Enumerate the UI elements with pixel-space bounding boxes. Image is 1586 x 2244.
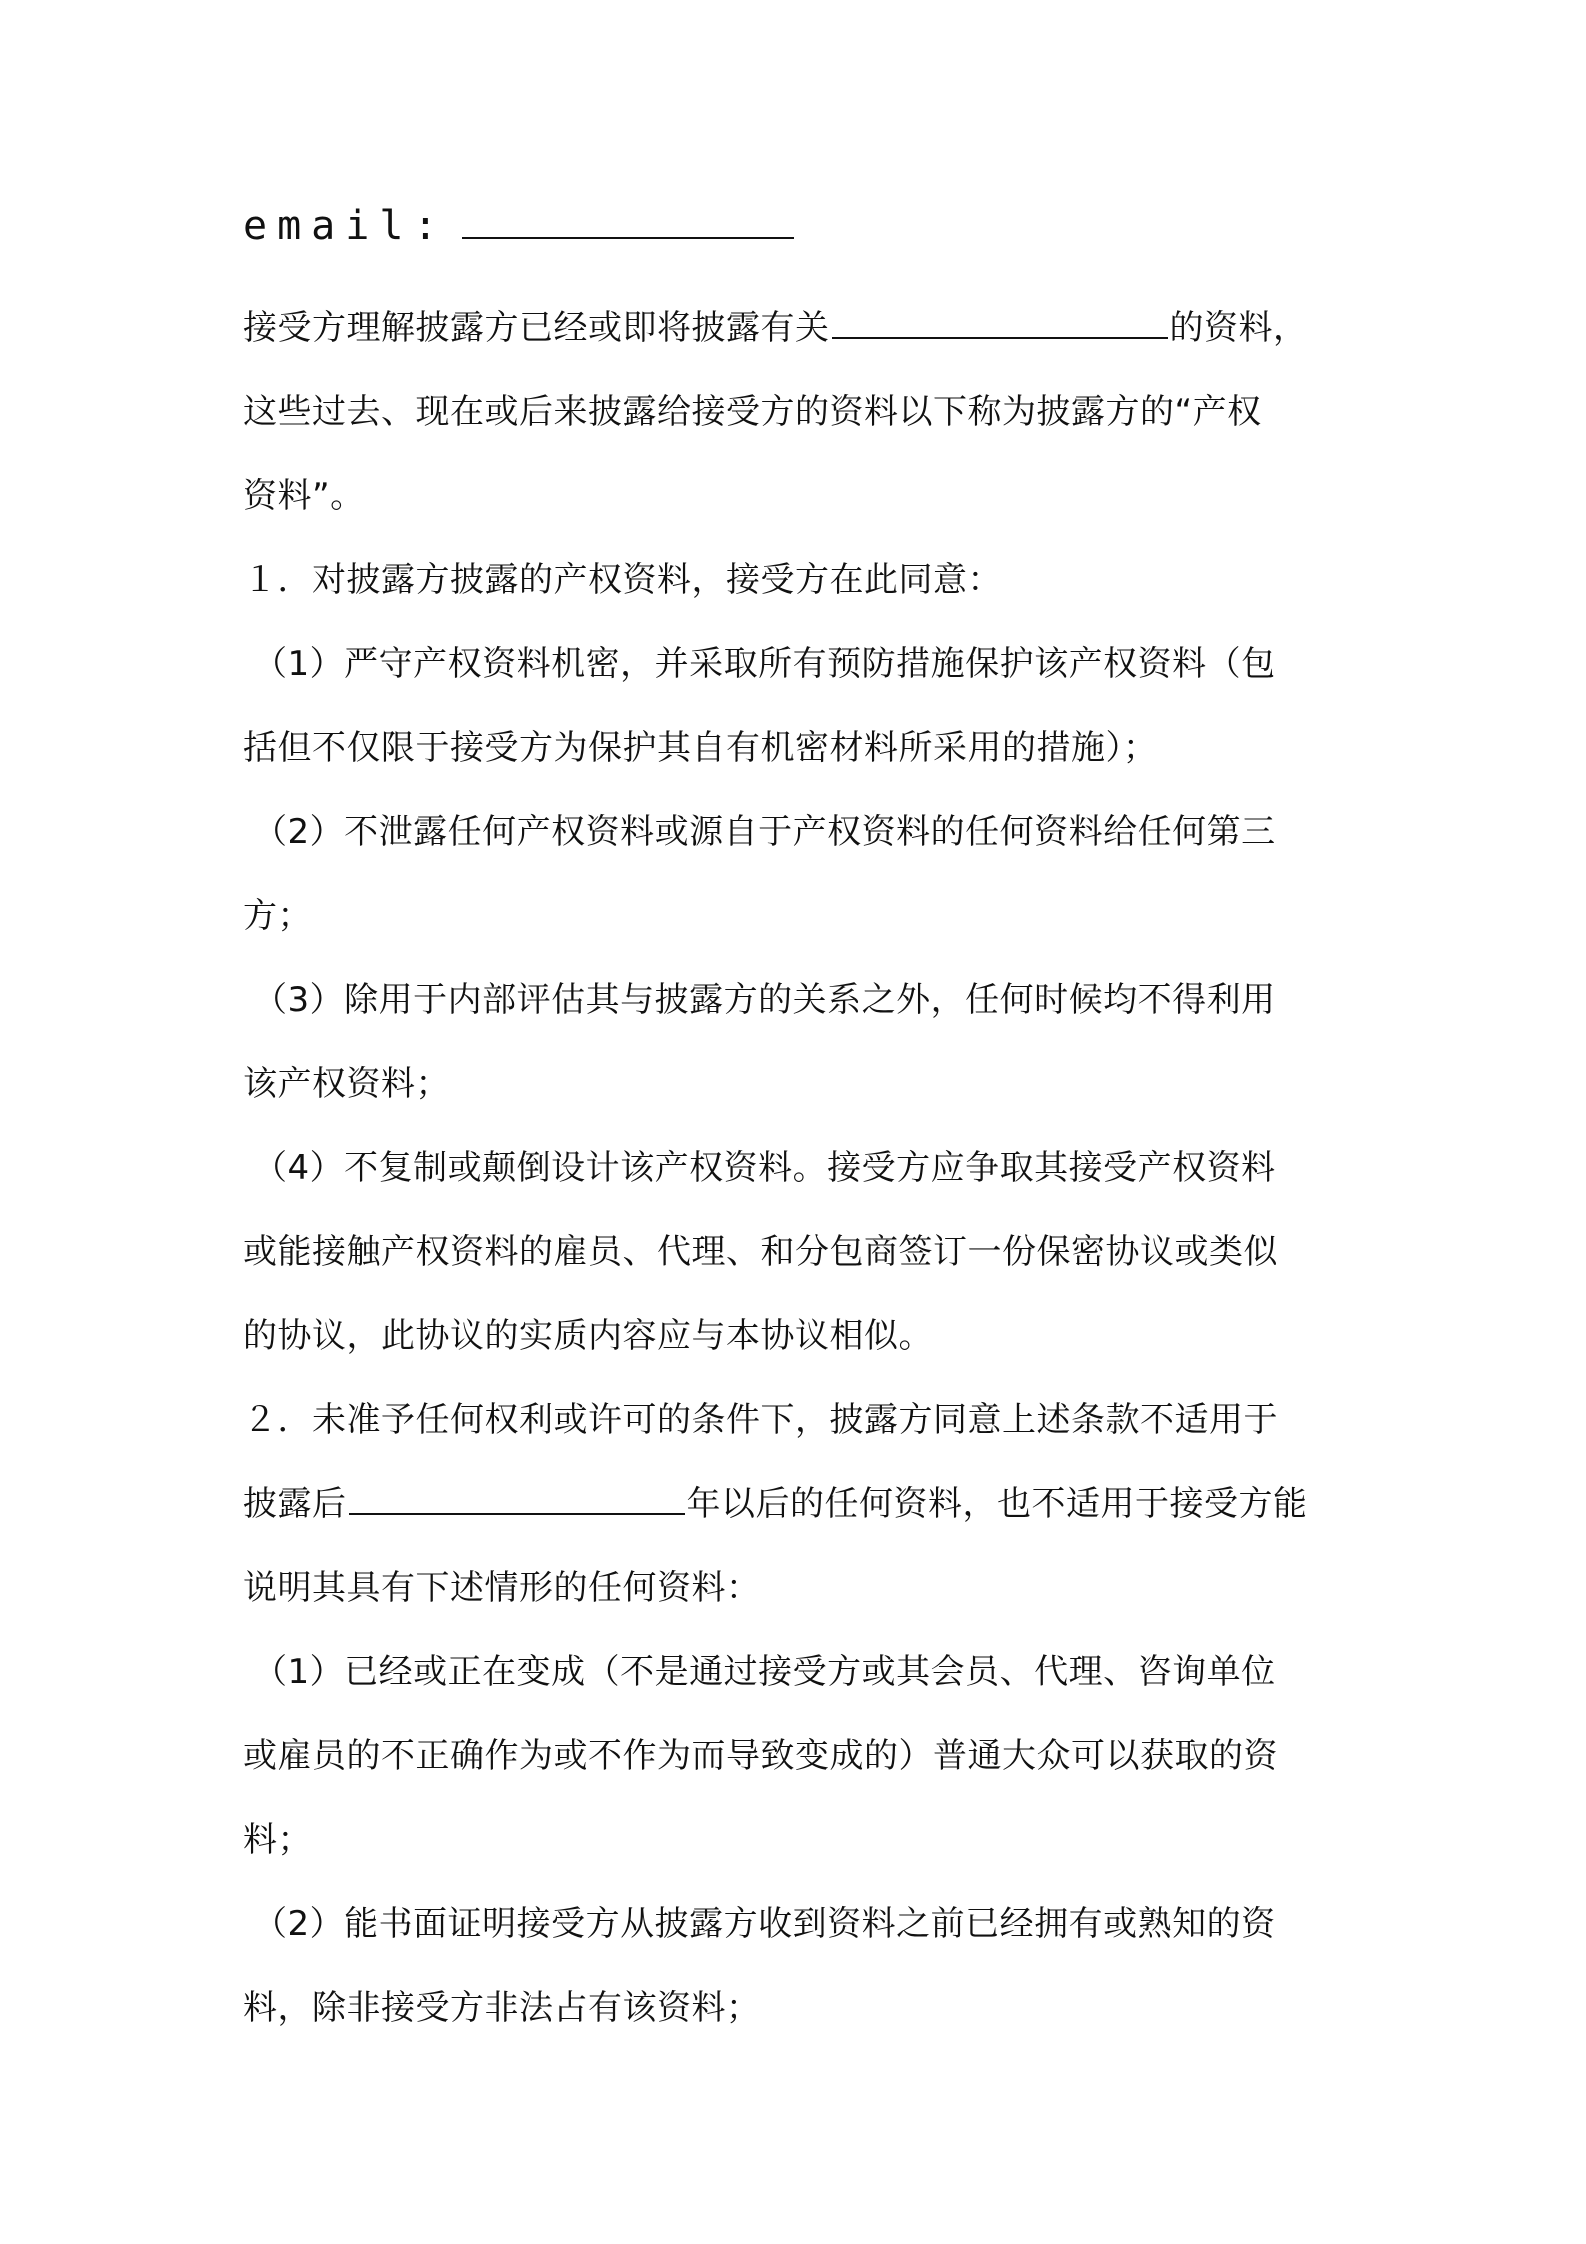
clause-2-item-2-line-1: （2）能书面证明接受方从披露方收到资料之前已经拥有或熟知的资	[253, 1904, 1276, 1944]
intro-line-3: 资料”。	[243, 476, 365, 516]
intro-line-2: 这些过去、现在或后来披露给接受方的资料以下称为披露方的“产权	[243, 392, 1262, 432]
clause-1-item-4-line-3: 的协议，此协议的实质内容应与本协议相似。	[243, 1316, 933, 1356]
clause-1-item-3-line-1: （3）除用于内部评估其与披露方的关系之外，任何时候均不得利用	[253, 980, 1276, 1020]
subject-blank-field	[832, 303, 1168, 339]
years-blank-field	[349, 1479, 685, 1515]
email-label: email:	[243, 203, 448, 249]
intro-text-before-blank: 接受方理解披露方已经或即将披露有关	[243, 308, 830, 348]
clause-2-line-3: 说明其具有下述情形的任何资料：	[243, 1568, 761, 1608]
email-blank-field	[462, 199, 794, 239]
clause-2-item-1-line-2: 或雇员的不正确作为或不作为而导致变成的）普通大众可以获取的资	[243, 1736, 1278, 1776]
clause-1-item-1-line-2: 括但不仅限于接受方为保护其自有机密材料所采用的措施）；	[243, 728, 1158, 768]
intro-text-after-blank: 的资料，	[1169, 308, 1308, 348]
clause-1-heading: １．对披露方披露的产权资料，接受方在此同意：	[243, 560, 1002, 600]
clause-2-line-2	[243, 1462, 1363, 1546]
clause-1-item-2-line-1: （2）不泄露任何产权资料或源自于产权资料的任何资料给任何第三	[253, 812, 1276, 852]
clause-2-item-1-line-3: 料；	[243, 1820, 312, 1860]
clause-2-item-2-line-2: 料，除非接受方非法占有该资料；	[243, 1988, 761, 2028]
email-line	[243, 196, 1363, 286]
clause-2-item-1-line-1: （1）已经或正在变成（不是通过接受方或其会员、代理、咨询单位	[253, 1652, 1276, 1692]
clause-1-item-2-line-2: 方；	[243, 896, 312, 936]
clause-1-item-4-line-1: （4）不复制或颠倒设计该产权资料。接受方应争取其接受产权资料	[253, 1148, 1276, 1188]
intro-line-1	[243, 286, 1363, 370]
clause-1-item-1-line-1: （1）严守产权资料机密，并采取所有预防措施保护该产权资料（包	[253, 644, 1276, 684]
clause-1-item-3-line-2: 该产权资料；	[243, 1064, 450, 1104]
document-body	[243, 196, 1363, 2050]
clause-2-text-after-blank: 年以后的任何资料，也不适用于接受方能	[686, 1484, 1308, 1524]
clause-1-item-4-line-2: 或能接触产权资料的雇员、代理、和分包商签订一份保密协议或类似	[243, 1232, 1278, 1272]
clause-2-line-1: ２．未准予任何权利或许可的条件下，披露方同意上述条款不适用于	[243, 1400, 1278, 1440]
clause-2-text-before-blank: 披露后	[243, 1484, 347, 1524]
